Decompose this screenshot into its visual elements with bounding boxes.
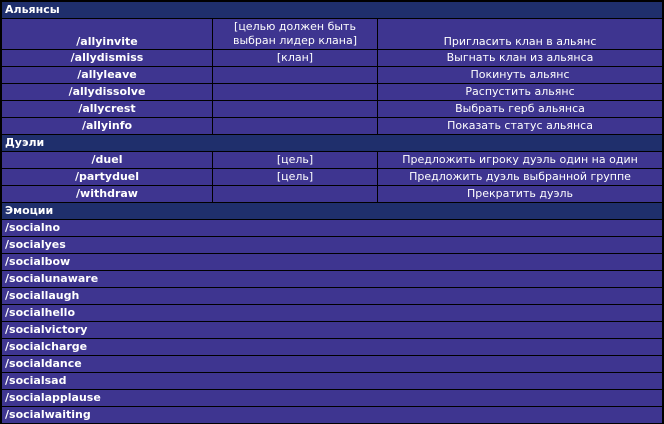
- table-row: [2, 19, 662, 49]
- table-row: [2, 339, 662, 355]
- section-title: Эмоции: [2, 203, 662, 219]
- emote-command-cell: /socialdance: [2, 356, 662, 372]
- table-row: [2, 101, 662, 117]
- table-row: [2, 254, 662, 270]
- description-cell: Распустить альянс: [378, 84, 662, 100]
- emote-command-cell: /socialcharge: [2, 339, 662, 355]
- table-row: [2, 237, 662, 253]
- table-row: [2, 84, 662, 100]
- emote-command-cell: /socialyes: [2, 237, 662, 253]
- command-cell: /allyinfo: [2, 118, 212, 134]
- table-row: [2, 118, 662, 134]
- command-cell: /withdraw: [2, 186, 212, 202]
- table-row: [2, 152, 662, 168]
- description-cell: Выгнать клан из альянса: [378, 50, 662, 66]
- table-row: [2, 305, 662, 321]
- description-cell: Пригласить клан в альянс: [378, 19, 662, 49]
- description-cell: Выбрать герб альянса: [378, 101, 662, 117]
- table-row: [2, 220, 662, 236]
- section-header-duels: [2, 135, 662, 151]
- emote-command-cell: /socialhello: [2, 305, 662, 321]
- table-row: [2, 407, 662, 423]
- table-row: [2, 288, 662, 304]
- command-cell: /allycrest: [2, 101, 212, 117]
- description-cell: Предложить дуэль выбранной группе: [378, 169, 662, 185]
- table-row: [2, 322, 662, 338]
- emote-command-cell: /sociallaugh: [2, 288, 662, 304]
- argument-cell: [213, 186, 377, 202]
- table-row: [2, 356, 662, 372]
- emote-command-cell: /socialsad: [2, 373, 662, 389]
- command-cell: /duel: [2, 152, 212, 168]
- description-cell: Предложить игроку дуэль один на один: [378, 152, 662, 168]
- command-cell: /allyinvite: [2, 19, 212, 49]
- emote-command-cell: /socialbow: [2, 254, 662, 270]
- argument-cell: [цель]: [213, 169, 377, 185]
- argument-cell: [клан]: [213, 50, 377, 66]
- argument-cell: [213, 101, 377, 117]
- emote-command-cell: /socialno: [2, 220, 662, 236]
- emote-command-cell: /socialwaiting: [2, 407, 662, 423]
- argument-cell: [213, 118, 377, 134]
- argument-cell: [213, 84, 377, 100]
- argument-cell: [цель]: [213, 152, 377, 168]
- section-title: Альянсы: [2, 2, 662, 18]
- table-row: [2, 169, 662, 185]
- commands-table: [1, 1, 663, 424]
- table-row: [2, 50, 662, 66]
- table-row: [2, 67, 662, 83]
- emote-command-cell: /socialvictory: [2, 322, 662, 338]
- section-title: Дуэли: [2, 135, 662, 151]
- description-cell: Прекратить дуэль: [378, 186, 662, 202]
- argument-cell: [213, 67, 377, 83]
- emote-command-cell: /socialapplause: [2, 390, 662, 406]
- command-cell: /allydismiss: [2, 50, 212, 66]
- command-cell: /partyduel: [2, 169, 212, 185]
- description-cell: Покинуть альянс: [378, 67, 662, 83]
- argument-cell: [целью должен быть выбран лидер клана]: [213, 19, 377, 49]
- section-header-alliances: [2, 2, 662, 18]
- command-cell: /allydissolve: [2, 84, 212, 100]
- table-row: [2, 186, 662, 202]
- emote-command-cell: /socialunaware: [2, 271, 662, 287]
- table-row: [2, 373, 662, 389]
- description-cell: Показать статус альянса: [378, 118, 662, 134]
- section-header-emotes: [2, 203, 662, 219]
- command-cell: /allyleave: [2, 67, 212, 83]
- table-row: [2, 390, 662, 406]
- table-row: [2, 271, 662, 287]
